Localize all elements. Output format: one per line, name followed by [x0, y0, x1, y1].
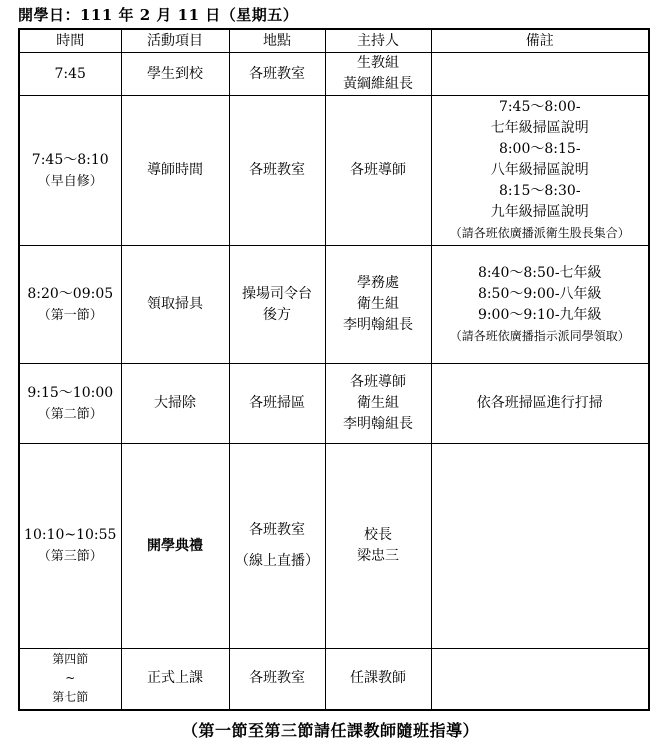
time-text: 7:45	[54, 65, 86, 82]
host-text: 生教組	[357, 55, 399, 71]
time-period: （第一節）	[37, 307, 103, 323]
host-text: 各班導師	[350, 374, 406, 390]
remark-cell	[431, 444, 649, 649]
remark-note: （請各班依廣播指示派同學領取）	[449, 328, 630, 343]
header-row	[19, 29, 649, 53]
header-time: 時間	[19, 29, 121, 53]
table-row	[19, 246, 649, 364]
host-cell	[325, 444, 431, 649]
remark-text: 8:00～8:15-	[498, 141, 581, 157]
remark-cell	[431, 364, 649, 444]
time-cell	[19, 649, 121, 710]
table-row	[19, 649, 649, 710]
remark-note: （請各班依廣播派衛生股長集合）	[449, 226, 630, 240]
location-text: 各班教室	[249, 162, 305, 178]
host-cell	[325, 53, 431, 96]
location-text: 後方	[263, 306, 291, 323]
remark-text: 8:15～8:30-	[498, 183, 581, 199]
time-period: （第三節）	[37, 549, 103, 564]
location-text: 各班教室	[249, 670, 305, 687]
remark-text: 7:45～8:00-	[498, 99, 581, 115]
remark-text: 8:40～8:50-七年級	[477, 264, 602, 281]
host-text: 任課教師	[350, 670, 406, 687]
remark-text: 七年級掃區說明	[490, 120, 589, 136]
page-title: 開學日：111 年 2 月 11 日（星期五）	[18, 6, 299, 24]
table-row	[19, 53, 649, 96]
remark-cell	[431, 246, 649, 364]
location-text: （線上直播）	[235, 553, 319, 569]
remark-text: 8:50～9:00-八年級	[477, 285, 602, 302]
location-cell	[229, 96, 325, 246]
activity-cell	[121, 53, 229, 96]
location-text: 操場司令台	[242, 285, 312, 302]
remark-text: 九年級掃區說明	[490, 204, 589, 220]
host-text: 李明翰組長	[343, 416, 413, 432]
header-host: 主持人	[325, 29, 431, 53]
header-remark: 備註	[431, 29, 649, 53]
footer-note: （第一節至第三節請任課教師隨班指導）	[181, 721, 479, 740]
table-row	[19, 96, 649, 246]
table-row	[19, 444, 649, 649]
location-text: 各班掃區	[249, 395, 305, 411]
time-cell	[19, 364, 121, 444]
time-text: 8:20～09:05	[27, 285, 114, 302]
time-period: （第二節）	[37, 406, 103, 422]
time-text: ~	[65, 671, 76, 686]
activity-cell	[121, 444, 229, 649]
remark-text: 依各班掃區進行打掃	[476, 395, 603, 411]
time-text: 7:45～8:10	[31, 151, 109, 168]
time-cell	[19, 53, 121, 96]
activity-text: 學生到校	[147, 65, 203, 82]
remark-cell	[431, 96, 649, 246]
host-cell	[325, 649, 431, 710]
header-location: 地點	[229, 29, 325, 53]
header-activity: 活動項目	[121, 29, 229, 53]
time-text: 第四節	[52, 652, 89, 667]
location-cell	[229, 53, 325, 96]
host-cell	[325, 96, 431, 246]
host-text: 衛生組	[357, 395, 399, 411]
host-cell	[325, 246, 431, 364]
host-text: 校長	[364, 527, 392, 543]
time-cell	[19, 444, 121, 649]
schedule-table	[18, 28, 650, 711]
time-cell	[19, 96, 121, 246]
activity-text: 導師時間	[147, 162, 203, 178]
activity-cell	[121, 649, 229, 710]
time-period: （早自修）	[37, 173, 103, 189]
table-row	[19, 364, 649, 444]
activity-cell	[121, 96, 229, 246]
time-text: 第七節	[52, 690, 89, 705]
host-text: 黃綱維組長	[343, 76, 413, 92]
time-cell	[19, 246, 121, 364]
host-text: 李明翰組長	[343, 317, 413, 333]
activity-text: 正式上課	[147, 670, 203, 687]
activity-cell	[121, 246, 229, 364]
host-text: 衛生組	[357, 296, 399, 312]
time-text: 9:15～10:00	[27, 384, 114, 401]
line-spacer	[232, 541, 323, 551]
time-text: 10:10~10:55	[24, 527, 117, 543]
location-cell	[229, 246, 325, 364]
location-cell	[229, 649, 325, 710]
remark-cell	[431, 53, 649, 96]
activity-text: 開學典禮	[147, 537, 203, 554]
activity-cell	[121, 364, 229, 444]
activity-text: 領取掃具	[147, 296, 203, 312]
host-cell	[325, 364, 431, 444]
remark-cell	[431, 649, 649, 710]
remark-text: 9:00～9:10-九年級	[477, 306, 602, 323]
remark-text: 八年級掃區說明	[490, 162, 589, 178]
host-text: 梁忠三	[357, 548, 399, 564]
location-cell	[229, 444, 325, 649]
host-text: 學務處	[357, 275, 399, 291]
location-cell	[229, 364, 325, 444]
location-text: 各班教室	[249, 65, 305, 82]
location-text: 各班教室	[249, 522, 305, 538]
host-text: 各班導師	[350, 162, 406, 178]
activity-text: 大掃除	[154, 395, 196, 411]
